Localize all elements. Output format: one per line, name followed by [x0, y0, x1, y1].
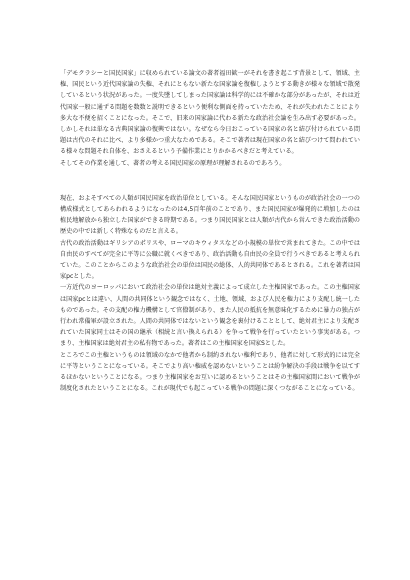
paragraph: ところでこの主権というものは領域のなかで他者から制約されない権利であり、他者に対して形式的には完全に平等ということになっている。そこでより高い権威を認めないということは紛争解決の手段は戦争を以てするほかないということになる。つまり主権国家をお互いに認めるということはその主権国家間において戦争が制度化されたということになる。これが現代でも起こっている戦争の問題に深くつながることになっている。: [60, 351, 360, 393]
paragraph: 現在、およそすべての人類が国民国家を政治単位としている。そんな国民国家というものが政治社会の一つの構成様式としてあらわれるようになったのは4,5百年前のことであり、また国民国家が爆発的に増加したのは植民地解放から独立した国家ができる時期である。つまり国民国家とは人類が古代から営んできた政治活動の歴史の中では新しく特殊なものだと言える。: [60, 194, 360, 236]
document-page: [60, 68, 360, 394]
paragraph: 「デモクラシーと国民国家」に収められている論文の著者福田歓一がそれを書き起こす背景として、領域、主権、国民という近代国家論の失権、それにともない新たな国家論を復権しようとする動きが様々な領域で散発しているという状況があった。一度失墜してしまった国家論は科学的には不確かな部分があったが、それは近代国家一般に通ずる問題を数数と説明できるという便利な側面を持っていたため、それが失われたことにより多大な不便を招くことになった。そこで、旧来の国家論に代わる新たな政治社会論を生み出す必要があった。しかしそれは単なる古典国家論の復興ではない。なぜなら今日おこっている国家の名と結び付けられている問題は古代のそれに比べ、より多様かつ重大なためである。そこで著者は現在国家の名と結びつけて問われている様々な問題それ自体を、おさえるという予備作業にとりかかるべきだと考えている。: [60, 70, 360, 156]
paragraph: 一方近代のヨーロッパにおいて政治社会の単位は絶対主義によって成立した主権国家であった。この主権国家は国家pcとは違い、人間の共同体という観念ではなく、土地、領域、および人民を権力により支配し統一したものであった。その支配の権力機構として官僚制があり、また人民の抵抗を無意味化するために暴力の独占が行われ常備軍が設立された。人間の共同体ではないという観念を裏付けることとして、絶対君主により支配されていた国家同士はその国の継承（相続と言い換えられる）を争って戦争を行っていたという事実がある。つまり、主権国家は絶対君主の私有物であった。著者はこの主権国家を国家Sとした。: [60, 284, 360, 348]
section-gap: [60, 169, 360, 193]
paragraph: そしてその作業を通して、著者の考える国民国家の原理が理解されるのであろう。: [60, 159, 286, 167]
paragraph: 古代の政治活動はギリシアのポリスや、ローマのキウィタスなどの小規模の単位で営まれてきた。この中では自由民のすべてが完全に平等に公職に就くべきであり、政治活動も自由民の全員で行うべきであると考えられていた。このことからこのような政治社会の単位は国民の総体、人的共同体であるとされる。これを著者は国家pcとした。: [60, 239, 360, 281]
